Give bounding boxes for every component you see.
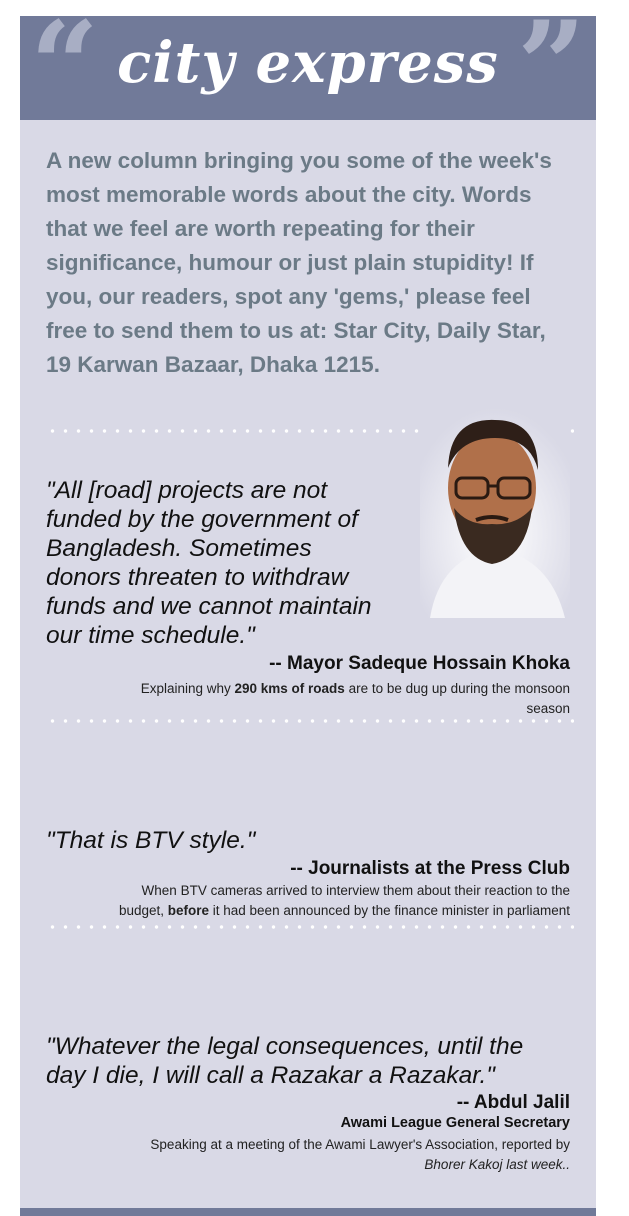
quote-line: Bangladesh. Sometimes: [46, 535, 312, 562]
column-header: [20, 16, 596, 120]
quote-line: funds and we cannot maintain: [46, 593, 372, 620]
quote-line: "All [road] projects are not: [46, 477, 328, 504]
note-text: When BTV cameras arrived to interview them about their reaction to the: [141, 883, 570, 898]
note-text: it had been announced by the finance minister in parliament: [209, 903, 570, 918]
quote-line: "That is BTV style.": [46, 827, 256, 854]
quote-line: "Whatever the legal consequences, until the: [46, 1033, 524, 1060]
quote-speaker-title-3: Awami League General Secretary: [340, 1115, 570, 1131]
footer-bar: [20, 1208, 596, 1216]
column-panel: [20, 16, 596, 1216]
quote-line: donors threaten to withdraw: [46, 564, 349, 591]
dotted-divider: [46, 718, 574, 724]
open-quote-icon: “: [30, 16, 100, 120]
quote-note-2: [119, 881, 570, 921]
quote-text-1: [46, 476, 372, 650]
intro-text: A new column bringing you some of the week's most memorable words about the city. Words that we feel are worth repeating for their significance, humour or just plain stupidity! If you, our readers, spot any 'gems,' please feel free to send them to us at: Star City, Daily Star, 19 Karwan Bazaar, Dhaka 1215.: [46, 148, 552, 377]
note-text: season: [526, 701, 570, 716]
quote-text-3: [46, 1032, 523, 1090]
quote-line: day I die, I will call a Razakar a Razakar.": [46, 1062, 495, 1089]
note-bold-text: before: [167, 903, 210, 918]
quote-speaker-1: -- Mayor Sadeque Hossain Khoka: [269, 653, 570, 674]
note-text: Speaking at a meeting of the Awami Lawyer's Association, reported by: [150, 1137, 570, 1152]
quote-line: our time schedule.": [46, 622, 255, 649]
note-text: are to be dug up during the monsoon: [344, 681, 570, 696]
note-text: Explaining why: [140, 681, 235, 696]
column-title: city express: [117, 30, 499, 96]
note-bold-text: 290 kms of roads: [234, 681, 345, 696]
quote-speaker-3: -- Abdul Jalil: [456, 1092, 570, 1113]
quote-speaker-2: -- Journalists at the Press Club: [290, 858, 570, 879]
dotted-divider: [46, 924, 574, 930]
quote-note-3: [150, 1135, 570, 1175]
note-italic-text: Bhorer Kakoj last week..: [424, 1157, 570, 1172]
quote-line: funded by the government of: [46, 506, 358, 533]
note-text: budget,: [118, 903, 168, 918]
quote-note-1: [141, 679, 570, 719]
mayor-portrait: [420, 408, 570, 618]
quote-text-2: [46, 826, 255, 855]
close-quote-icon: ”: [516, 16, 586, 120]
